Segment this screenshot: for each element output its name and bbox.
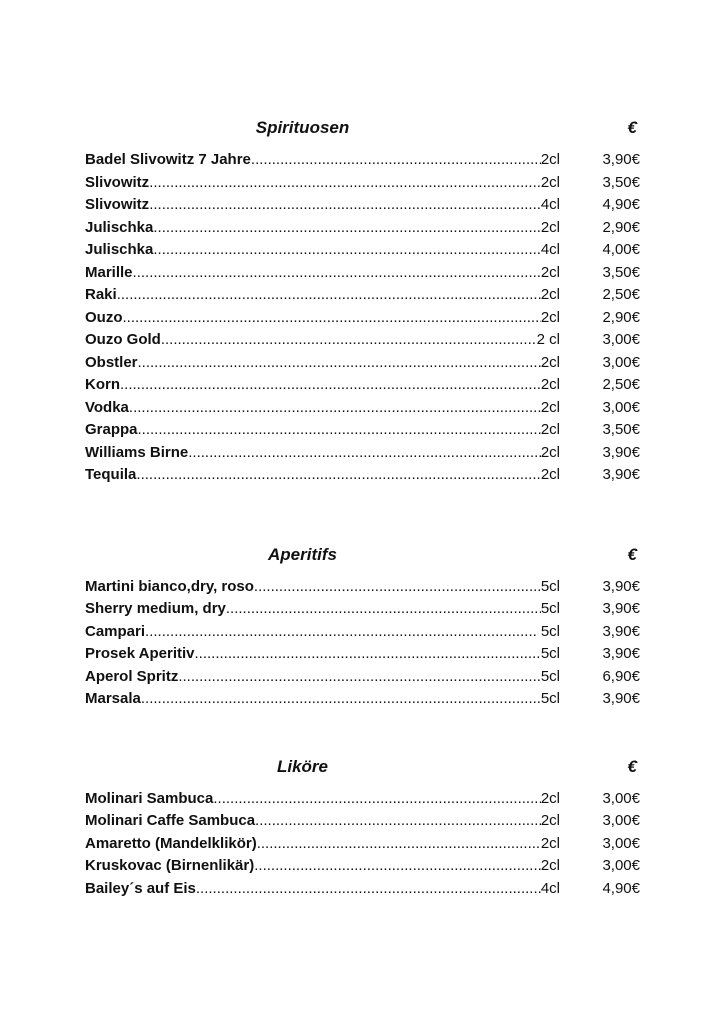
menu-item-row <box>85 149 640 172</box>
dotted-leader <box>123 307 541 330</box>
menu-item-row <box>85 442 640 465</box>
item-price: 3,90€ <box>602 577 640 595</box>
item-size: 4cl <box>540 879 560 897</box>
item-size: 5cl <box>540 645 560 662</box>
item-name: Ouzo Gold <box>85 331 161 348</box>
item-size: 2cl <box>540 421 560 438</box>
item-size: 2cl <box>540 218 560 236</box>
item-size: 4cl <box>540 241 560 258</box>
item-name: Molinari Caffe Sambuca <box>85 812 256 829</box>
item-name: Vodka <box>85 398 129 416</box>
item-size: 2cl <box>540 353 560 371</box>
dotted-leader <box>188 442 541 465</box>
item-size: 5cl <box>540 690 560 707</box>
dotted-leader <box>254 855 541 878</box>
item-size: 2cl <box>540 812 560 829</box>
item-name: Prosek Aperitiv <box>85 645 195 662</box>
dotted-leader <box>149 172 541 195</box>
menu-item-row <box>85 329 640 352</box>
item-price: 3,90€ <box>602 443 640 461</box>
menu-item-row <box>85 788 640 811</box>
dotted-leader <box>213 788 540 811</box>
item-price: 3,90€ <box>602 645 640 662</box>
item-name: Martini bianco,dry, roso <box>85 577 254 595</box>
menu-item-row <box>85 307 640 330</box>
section-title-wrap <box>85 757 560 777</box>
item-name: Slivowitz <box>85 196 150 213</box>
dotted-leader <box>195 643 541 666</box>
section-header <box>85 757 640 777</box>
dotted-leader <box>149 194 541 217</box>
item-price: 4,00€ <box>602 241 640 258</box>
currency-column-header: € <box>627 544 637 564</box>
item-price: 3,90€ <box>602 151 640 168</box>
item-price: 3,50€ <box>602 173 640 191</box>
menu-item-row <box>85 284 640 307</box>
item-name: Slivowitz <box>85 173 150 191</box>
item-size: 2cl <box>540 151 560 168</box>
menu-item-row <box>85 172 640 195</box>
menu-item-row <box>85 419 640 442</box>
item-name: Tequila <box>85 466 137 483</box>
dotted-leader <box>145 621 537 644</box>
menu-item-row <box>85 810 640 833</box>
item-size: 2cl <box>540 789 560 807</box>
item-price: 2,50€ <box>602 286 640 303</box>
menu-item-row <box>85 833 640 856</box>
dotted-leader <box>138 352 541 375</box>
item-price: 3,00€ <box>602 857 640 874</box>
currency-column-header: € <box>627 756 637 776</box>
menu-section-aperitifs <box>85 545 640 711</box>
menu-item-row <box>85 397 640 420</box>
item-size: 2cl <box>540 263 560 281</box>
item-price: 3,50€ <box>602 421 640 438</box>
menu-item-row <box>85 878 640 901</box>
menu-sections <box>85 118 640 900</box>
item-size: 2cl <box>540 857 560 874</box>
item-name: Sherry medium, dry <box>85 600 226 617</box>
item-size: 2cl <box>540 376 560 393</box>
item-size: 4cl <box>540 196 560 213</box>
dotted-leader <box>136 464 540 487</box>
item-name: Raki <box>85 286 117 303</box>
item-name: Marille <box>85 263 133 281</box>
menu-section-spirituosen <box>85 118 640 487</box>
item-price: 3,00€ <box>602 834 640 852</box>
dotted-leader <box>251 149 541 172</box>
item-name: Ouzo <box>85 308 123 326</box>
item-price: 2,90€ <box>602 308 640 326</box>
item-price: 3,90€ <box>602 622 640 640</box>
dotted-leader <box>138 419 541 442</box>
item-name: Julischka <box>85 218 154 236</box>
section-title-wrap <box>85 545 560 565</box>
dotted-leader <box>153 239 540 262</box>
item-name: Aperol Spritz <box>85 667 179 685</box>
item-size: 2cl <box>540 443 560 461</box>
item-name: Bailey´s auf Eis <box>85 879 196 897</box>
item-size: 2cl <box>540 834 560 852</box>
dotted-leader <box>141 688 541 711</box>
dotted-leader <box>161 329 537 352</box>
item-price: 3,90€ <box>602 466 640 483</box>
dotted-leader <box>117 284 541 307</box>
dotted-leader <box>257 833 541 856</box>
item-price: 3,00€ <box>602 353 640 371</box>
dotted-leader <box>129 397 541 420</box>
menu-item-row <box>85 576 640 599</box>
section-title: Liköre <box>276 756 329 776</box>
item-size: 5cl <box>540 600 560 617</box>
menu-item-row <box>85 217 640 240</box>
item-price: 3,50€ <box>602 263 640 281</box>
menu-item-row <box>85 688 640 711</box>
menu-item-row <box>85 194 640 217</box>
item-size: 5cl <box>540 577 560 595</box>
item-name: Julischka <box>85 241 154 258</box>
item-size: 2cl <box>540 398 560 416</box>
dotted-leader <box>255 810 541 833</box>
item-name: Williams Birne <box>85 443 189 461</box>
item-price: 3,90€ <box>602 690 640 707</box>
dotted-leader <box>153 217 540 240</box>
item-price: 2,50€ <box>602 376 640 393</box>
dotted-leader <box>120 374 541 397</box>
item-name: Obstler <box>85 353 138 371</box>
item-name: Badel Slivowitz 7 Jahre <box>85 151 251 168</box>
item-size: 2cl <box>540 286 560 303</box>
menu-item-row <box>85 464 640 487</box>
item-price: 4,90€ <box>602 196 640 213</box>
menu-item-row <box>85 643 640 666</box>
section-header <box>85 118 640 138</box>
item-price: 3,00€ <box>602 331 640 348</box>
item-size: 2cl <box>540 466 560 483</box>
item-name: Korn <box>85 376 120 393</box>
menu-item-row <box>85 239 640 262</box>
menu-item-row <box>85 666 640 689</box>
item-price: 4,90€ <box>602 879 640 897</box>
item-price: 2,90€ <box>602 218 640 236</box>
section-title: Aperitifs <box>268 544 337 564</box>
item-price: 3,00€ <box>602 789 640 807</box>
section-header <box>85 545 640 565</box>
dotted-leader <box>254 576 541 599</box>
item-name: Molinari Sambuca <box>85 789 214 807</box>
item-size: 2cl <box>540 308 560 326</box>
section-title-wrap <box>85 118 560 138</box>
item-size: 2cl <box>540 173 560 191</box>
menu-section-lik-re <box>85 757 640 901</box>
dotted-leader <box>133 262 541 285</box>
item-price: 3,90€ <box>602 600 640 617</box>
menu-item-row <box>85 621 640 644</box>
currency-column-header: € <box>627 118 637 137</box>
menu-item-row <box>85 374 640 397</box>
dotted-leader <box>196 878 541 901</box>
item-price: 3,00€ <box>602 812 640 829</box>
section-title: Spirituosen <box>255 118 350 137</box>
item-size: 2 cl <box>536 331 560 348</box>
item-name: Campari <box>85 622 146 640</box>
item-name: Kruskovac (Birnenlikär) <box>85 857 255 874</box>
item-size: 5cl <box>536 622 560 640</box>
menu-item-row <box>85 855 640 878</box>
item-price: 3,00€ <box>602 398 640 416</box>
menu-item-row <box>85 262 640 285</box>
menu-item-row <box>85 352 640 375</box>
item-name: Marsala <box>85 690 141 707</box>
item-price: 6,90€ <box>602 667 640 685</box>
menu-item-row <box>85 598 640 621</box>
dotted-leader <box>178 666 540 689</box>
item-name: Amaretto (Mandelklikör) <box>85 834 257 852</box>
item-name: Grappa <box>85 421 138 438</box>
item-size: 5cl <box>540 667 560 685</box>
dotted-leader <box>226 598 541 621</box>
